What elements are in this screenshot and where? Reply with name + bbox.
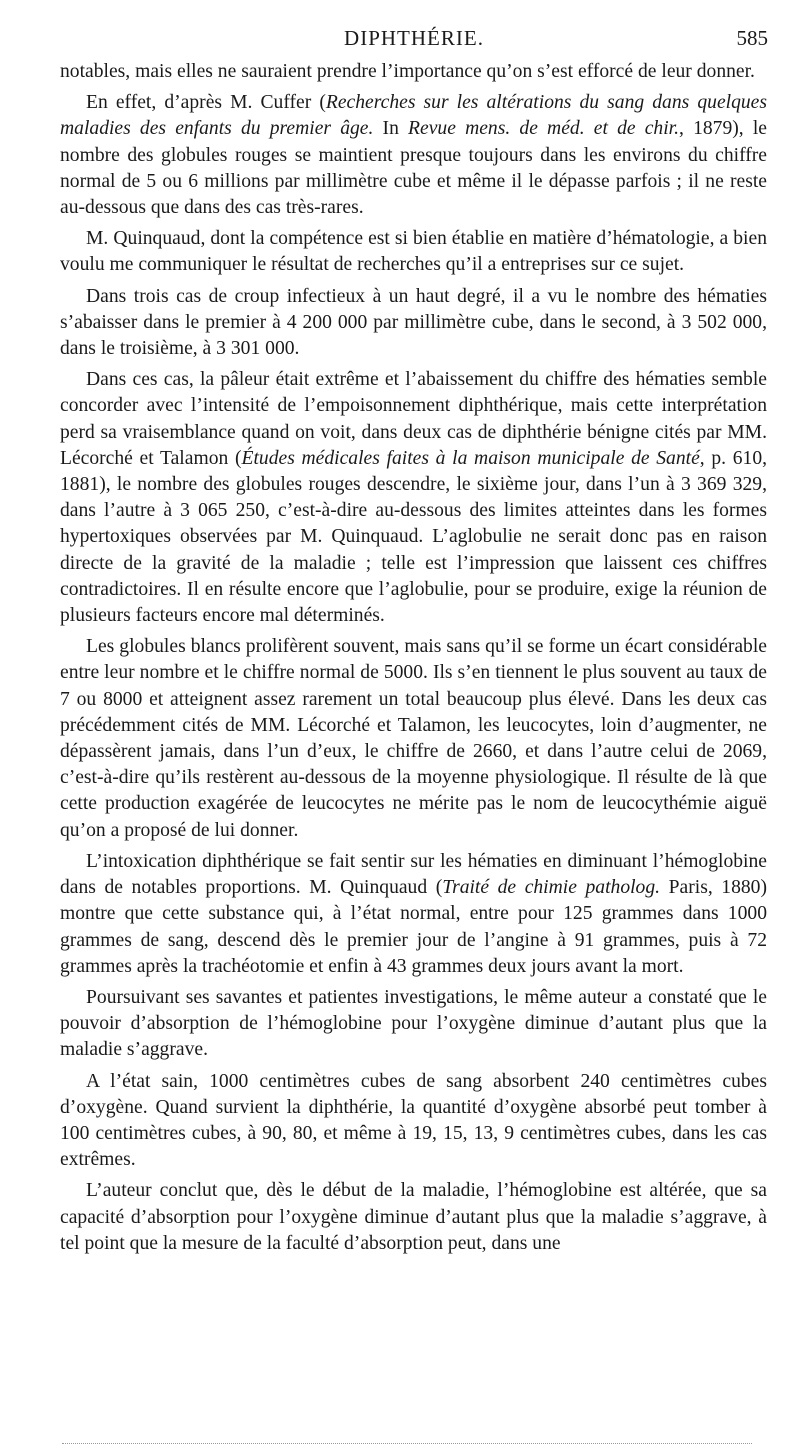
- citation-title-lecorche: Études médicales faites à la maison municipale de Santé: [241, 447, 700, 469]
- citation-title-cuffer: Recherches sur les altérations du sang dans quelques maladies des enfants du premier âge.: [60, 92, 768, 140]
- citation-title-quinquaud: Traité de chimie patholog.: [442, 877, 661, 899]
- running-title: DIPHTHÉRIE.: [344, 26, 484, 50]
- paragraph-2-tail: , 1879), le nombre des globules rouges se maintient presque toujours dans les environs du chiffre normal de 5 ou 6 millions par millimètre cube et même il le dépasse parfois ; il ne reste au-dessous que dans des cas très-rares.: [60, 118, 767, 219]
- paragraph-9: A l’état sain, 1000 centimètres cubes de sang absorbent 240 centimètres cubes d’oxygène. Quand survient la diphthérie, la quantité d’oxygène absorbé peut tomber à 100 centimètres cubes, à 90, 80, et même à 19, 15, 13, 9 centimètres cubes, dans les cas extrêmes.: [60, 1070, 767, 1171]
- paragraph-1: notables, mais elles ne sauraient prendre l’importance qu’on s’est efforcé de leur donner.: [60, 61, 755, 82]
- paragraph-8: Poursuivant ses savantes et patientes investigations, le même auteur a constaté que le pouvoir d’absorption de l’hémoglobine pour l’oxygène diminue d’autant plus que la maladie s’aggrave.: [60, 986, 767, 1061]
- paragraph-6: Les globules blancs prolifèrent souvent, mais sans qu’il se forme un écart considérable entre leur nombre et le chiffre normal de 5000. Ils s’en tiennent le plus souvent au taux de 7 ou 8000 et atteignent assez rarement un total beaucoup plus élevé. Dans les deux cas précédemment cités de MM. Lécorché et Talamon, les leucocytes, loin d’augmenter, ne dépassèrent jamais, dans l’un d’eux, le chiffre de 2660, et dans l’autre celui de 2069, c’est-à-dire qu’ils restèrent au-dessous de la moyenne physiologique. Il résulte de là que cette production exagérée de leucocytes ne mérite pas le nom de leucocythémie aiguë qu’on a proposé de lui donner.: [60, 636, 767, 841]
- paragraph-2: [60, 90, 767, 221]
- page-number: 585: [736, 26, 768, 50]
- paragraph-3: M. Quinquaud, dont la compétence est si bien établie en matière d’hématologie, a bien voulu me communiquer le résultat de recherches qu’il a entreprises sur ce sujet.: [60, 228, 767, 276]
- paragraph-5-lead: Dans ces cas, la pâleur était extrême et l’abaissement du chiffre des hématies semble concorder avec l’intensité de l’empoisonnement diphthérique, mais cette interprétation perd sa vraisemblance quand on voit, dans deux cas de diphthérie bénigne cités par MM. Lécorché et Talamon (: [60, 369, 767, 469]
- paragraph-2-lead: En effet, d’après M. Cuffer (: [86, 92, 326, 114]
- page-header: [60, 26, 768, 54]
- paragraph-10: L’auteur conclut que, dès le début de la maladie, l’hémoglobine est altérée, que sa capacité d’absorption pour l’oxygène diminue d’autant plus que la maladie s’aggrave, à tel point que la mesure de la faculté d’absorption peut, dans une: [60, 1180, 767, 1254]
- paragraph-7-lead: L’intoxication diphthérique se fait sentir sur les hématies en diminuant l’hémoglobine dans de notables proportions. M. Quinquaud (: [60, 850, 767, 899]
- paragraph-5: [60, 367, 767, 629]
- footer-rule: [62, 1443, 752, 1444]
- paragraph-2-mid: In: [373, 118, 409, 140]
- body-text: [60, 59, 767, 1257]
- paragraph-7-tail: Paris, 1880) montre que cette substance qui, à l’état normal, entre pour 125 grammes dans 1000 grammes de sang, descend dès le premier jour de l’angine à 91 grammes, puis à 72 grammes après la trachéotomie et enfin à 43 grammes deux jours avant la mort.: [60, 877, 767, 977]
- paragraph-4: Dans trois cas de croup infectieux à un haut degré, il a vu le nombre des hématies s’abaisser dans le premier à 4 200 000 par millimètre cube, dans le second, à 3 502 000, dans le troisième, à 3 301 000.: [60, 285, 767, 360]
- citation-journal: Revue mens. de méd. et de chir.: [408, 118, 680, 140]
- paragraph-5-tail: , p. 610, 1881), le nombre des globules rouges descendre, le sixième jour, dans l’un à 3 369 329, dans l’autre à 3 065 250, c’est-à-dire au-dessous des limites atteintes dans les formes hypertoxiques observées par M. Quinquaud. L’aglobulie ne serait donc pas en raison directe de la gravité de la maladie ; telle est l’impression que laissent ces chiffres contradictoires. Il en résulte encore que l’aglobulie, pour se produire, exige la réunion de plusieurs facteurs encore mal déterminés.: [60, 447, 768, 627]
- paragraph-7: [60, 849, 767, 980]
